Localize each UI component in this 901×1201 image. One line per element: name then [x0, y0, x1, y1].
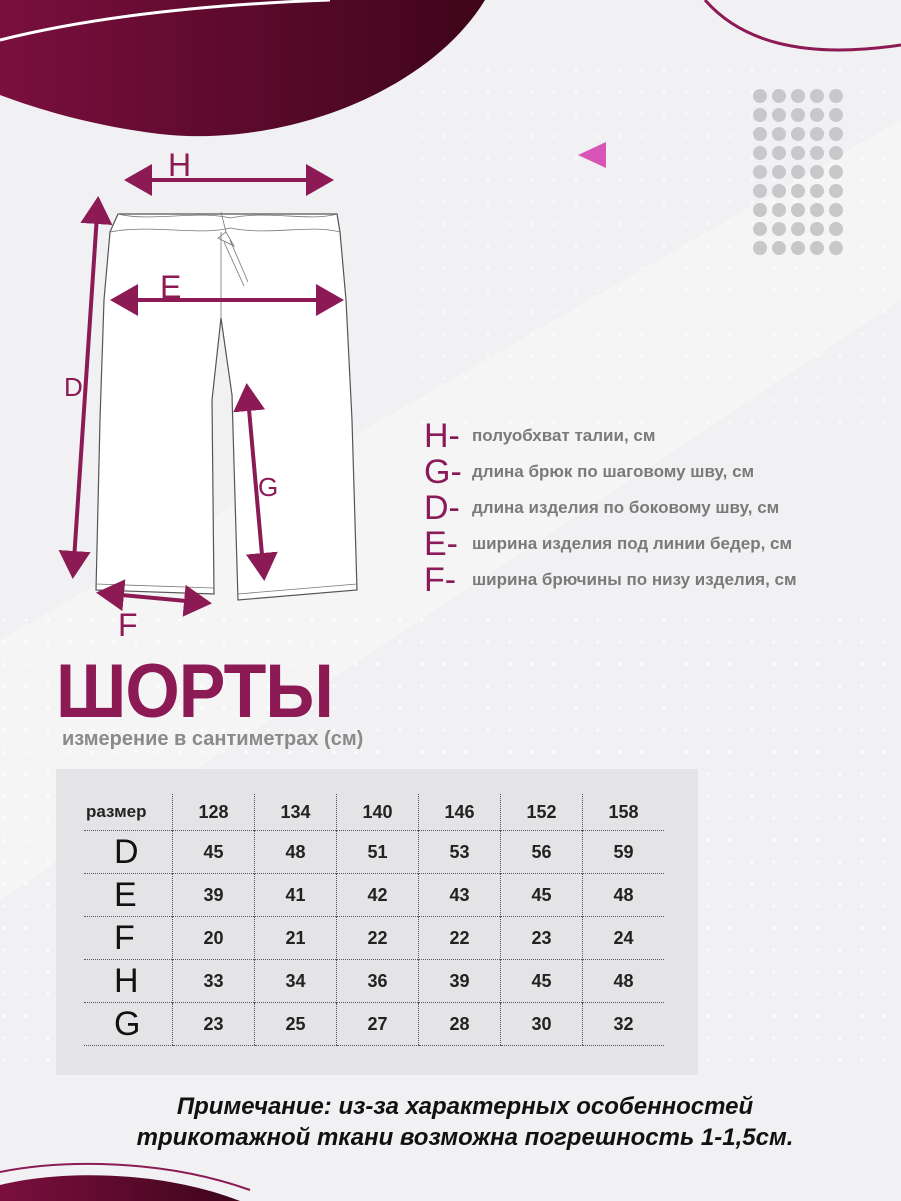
legend-letter: H-: [424, 417, 460, 455]
size-table-panel: [56, 769, 698, 1075]
row-label: D: [84, 831, 173, 874]
table-cell: 42: [337, 874, 419, 917]
table-cell: 20: [173, 917, 255, 960]
legend-letter: D-: [424, 489, 460, 527]
size-header: 146: [419, 794, 501, 831]
table-row: [84, 917, 664, 960]
table-cell: 53: [419, 831, 501, 874]
size-header: 158: [583, 794, 665, 831]
arrow-f: [100, 593, 208, 603]
table-row: [84, 1003, 664, 1046]
table-cell: 45: [501, 874, 583, 917]
table-cell: 32: [583, 1003, 665, 1046]
table-row: [84, 960, 664, 1003]
table-cell: 41: [255, 874, 337, 917]
size-table: [84, 794, 664, 1046]
legend-text: ширина изделия под линии бедер, см: [472, 534, 793, 553]
table-cell: 24: [583, 917, 665, 960]
label-e: E: [160, 269, 182, 305]
measurement-legend: [424, 418, 894, 598]
page-title: ШОРТЫ: [56, 649, 333, 734]
table-cell: 39: [419, 960, 501, 1003]
table-cell: 45: [173, 831, 255, 874]
table-row: [84, 874, 664, 917]
footnote-line-1: Примечание: из-за характерных особенностей: [176, 1093, 754, 1120]
table-cell: 28: [419, 1003, 501, 1046]
legend-row: [424, 418, 894, 454]
legend-row: [424, 562, 894, 598]
legend-letter: F-: [424, 561, 457, 599]
row-label: F: [84, 917, 173, 960]
table-cell: 45: [501, 960, 583, 1003]
table-cell: 34: [255, 960, 337, 1003]
row-label: H: [84, 960, 173, 1003]
table-cell: 33: [173, 960, 255, 1003]
legend-letter: G-: [424, 453, 462, 491]
legend-letter: E-: [424, 525, 458, 563]
table-cell: 51: [337, 831, 419, 874]
page-subtitle: измерение в сантиметрах (см): [62, 728, 364, 750]
label-d: D: [64, 372, 83, 402]
legend-text: ширина брючины по низу изделия, см: [472, 570, 797, 589]
table-cell: 25: [255, 1003, 337, 1046]
table-cell: 23: [173, 1003, 255, 1046]
label-f: F: [118, 607, 138, 643]
row-label: E: [84, 874, 173, 917]
size-header: 134: [255, 794, 337, 831]
table-row: [84, 831, 664, 874]
legend-text: полуобхват талии, см: [472, 426, 656, 445]
table-cell: 22: [337, 917, 419, 960]
header-label: размер: [86, 802, 147, 821]
size-header: 140: [337, 794, 419, 831]
table-cell: 43: [419, 874, 501, 917]
table-cell: 27: [337, 1003, 419, 1046]
size-header: 152: [501, 794, 583, 831]
legend-text: длина брюк по шаговому шву, см: [472, 462, 755, 481]
legend-row: [424, 526, 894, 562]
table-cell: 48: [583, 960, 665, 1003]
table-cell: 30: [501, 1003, 583, 1046]
table-cell: 36: [337, 960, 419, 1003]
legend-row: [424, 490, 894, 526]
shorts-outline: [96, 214, 357, 600]
table-cell: 22: [419, 917, 501, 960]
footnote-line-2: трикотажной ткани возможна погрешность 1-1,5см.: [136, 1124, 794, 1151]
table-header-row: [84, 794, 664, 831]
table-cell: 48: [255, 831, 337, 874]
legend-text: длина изделия по боковому шву, см: [472, 498, 780, 517]
label-g: G: [258, 472, 279, 502]
legend-row: [424, 454, 894, 490]
table-cell: 56: [501, 831, 583, 874]
table-cell: 21: [255, 917, 337, 960]
row-label: G: [84, 1003, 173, 1046]
table-cell: 23: [501, 917, 583, 960]
size-header: 128: [173, 794, 255, 831]
table-cell: 39: [173, 874, 255, 917]
footnote: [120, 1091, 810, 1153]
table-cell: 59: [583, 831, 665, 874]
label-h: H: [168, 147, 192, 183]
table-cell: 48: [583, 874, 665, 917]
